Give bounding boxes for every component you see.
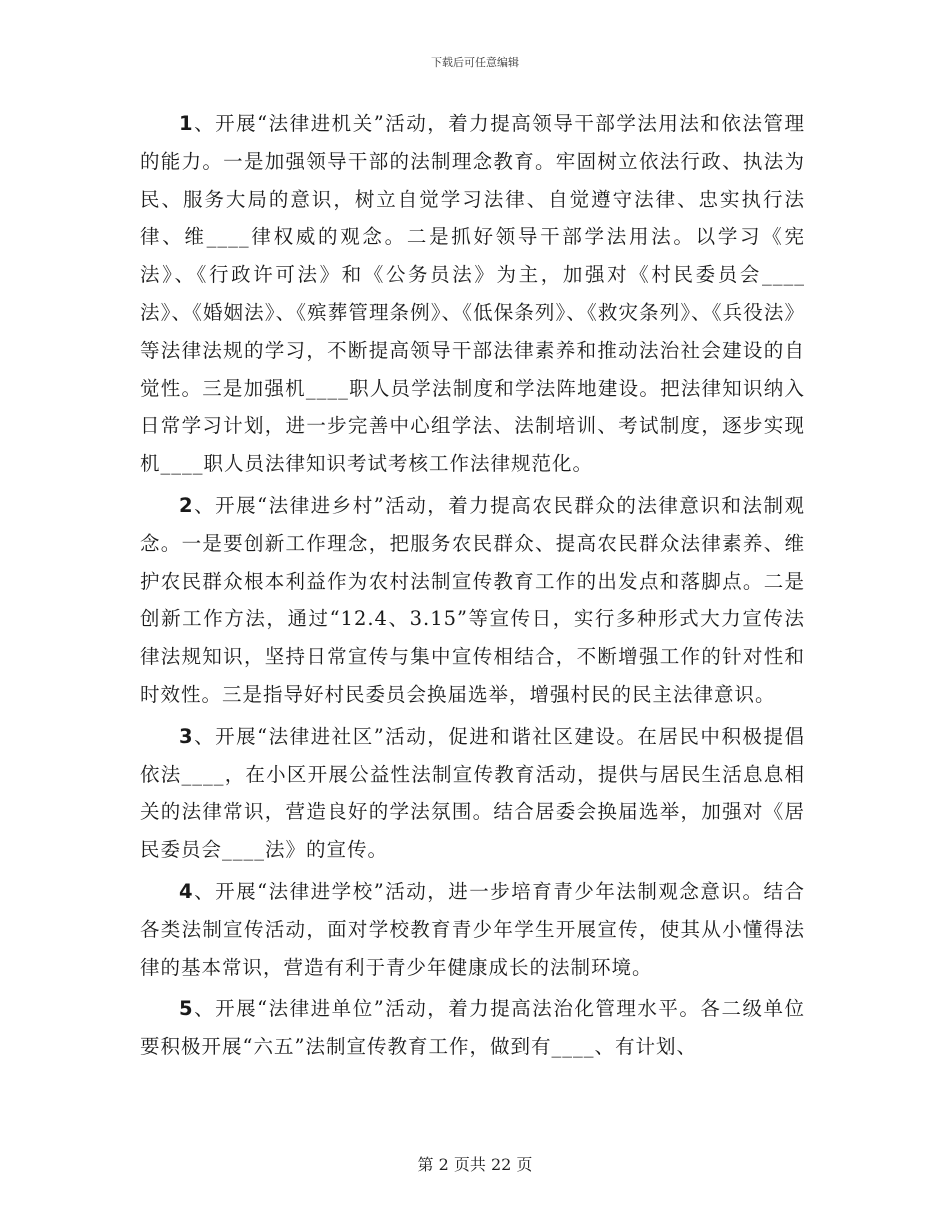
paragraph-1 xyxy=(140,105,805,483)
paragraph-number: 5 xyxy=(179,997,194,1021)
paragraph-number: 4 xyxy=(179,879,194,903)
paragraph-2 xyxy=(140,487,805,714)
paragraph-text: 、开展“法律进乡村”活动，着力提高农民群众的法律意识和法制观念。一是要创新工作理念，把服务农民群众、提高农民群众法律素养、维护农民群众根本利益作为农村法制宣传教育工作的出发点和落脚点。二是创新工作方法，通过“12.4、3.15”等宣传日，实行多种形式大力宣传法律法规知识，坚持日常宣传与集中宣传相结合，不断增强工作的针对性和时效性。三是指导好村民委员会换届选举，增强村民的民主法律意识。 xyxy=(140,493,805,706)
paragraph-text: 、开展“法律进学校”活动，进一步培育青少年法制观念意识。结合各类法制宣传活动，面对学校教育青少年学生开展宣传，使其从小懂得法律的基本常识，营造有利于青少年健康成长的法制环境。 xyxy=(140,879,805,979)
paragraph-text: 、开展“法律进机关”活动，着力提高领导干部学法用法和依法管理的能力。一是加强领导干部的法制理念教育。牢固树立依法行政、执法为民、服务大局的意识，树立自觉学习法律、自觉遵守法律、忠实执行法律、维____律权威的观念。二是抓好领导干部学法用法。以学习《宪法》、《行政许可法》和《公务员法》为主，加强对《村民委员会____法》、《婚姻法》、《殡葬管理条例》、《低保条列》、《救灾条列》、《兵役法》等法律法规的学习，不断提高领导干部法律素养和推动法治社会建设的自觉性。三是加强机____职人员学法制度和学法阵地建设。把法律知识纳入日常学习计划，进一步完善中心组学法、法制培训、考试制度，逐步实现机____职人员法律知识考试考核工作法律规范化。 xyxy=(140,112,805,476)
document-body xyxy=(140,105,805,1070)
paragraph-number: 3 xyxy=(179,724,194,748)
page-footer: 第 2 页共 22 页 xyxy=(417,1155,533,1174)
paragraph-3 xyxy=(140,718,805,869)
paragraph-number: 2 xyxy=(179,493,194,517)
paragraph-text: 、开展“法律进单位”活动，着力提高法治化管理水平。各二级单位要积极开展“六五”法制宣传教育工作，做到有____、有计划、 xyxy=(140,997,805,1059)
paragraph-text: 、开展“法律进社区”活动，促进和谐社区建设。在居民中积极提倡依法____，在小区开展公益性法制宣传教育活动，提供与居民生活息息相关的法律常识，营造良好的学法氛围。结合居委会换届选举，加强对《居民委员会____法》的宣传。 xyxy=(140,724,805,862)
paragraph-5 xyxy=(140,990,805,1066)
paragraph-number: 1 xyxy=(179,112,194,135)
paragraph-4 xyxy=(140,873,805,986)
page-header: 下载后可任意编辑 xyxy=(431,56,519,69)
